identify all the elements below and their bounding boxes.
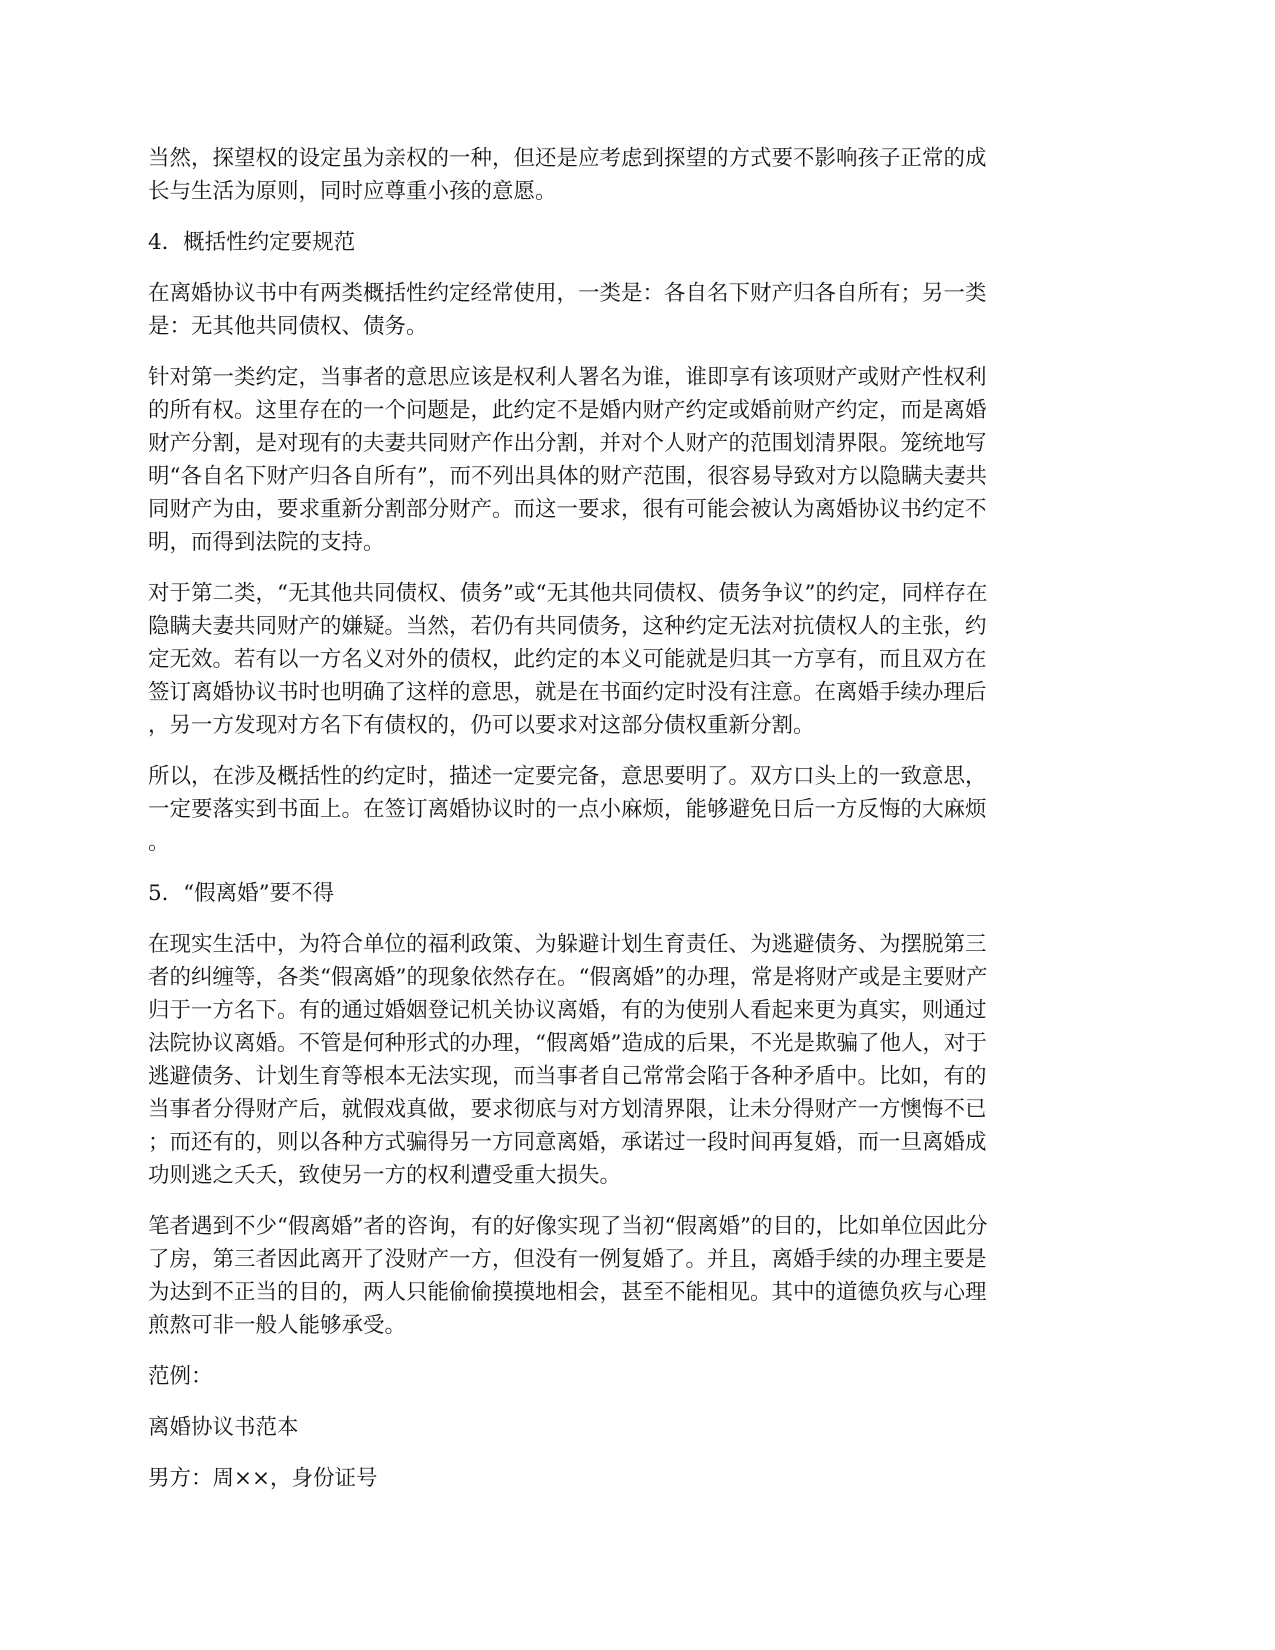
paragraph-conclusion: 所以，在涉及概括性的约定时，描述一定要完备，意思要明了。双方口头上的一致意思， 一定要落实到书面上。在签订离婚协议时的一点小麻烦，能够避免日后一方反悔的大麻烦 。 bbox=[148, 764, 987, 855]
document-page bbox=[148, 142, 1084, 1513]
paragraph-male-party: 男方：周××，身份证号 bbox=[148, 1466, 378, 1491]
paragraph-template-title: 离婚协议书范本 bbox=[148, 1415, 299, 1440]
paragraph-fake-divorce: 在现实生活中，为符合单位的福利政策、为躲避计划生育责任、为逃避债务、为摆脱第三 者的纠缠等，各类“假离婚”的现象依然存在。“假离婚”的办理，常是将财产或是主要财产 归于一方名下。有的通过婚姻登记机关协议离婚，有的为使别人看起来更为真实，则通过 法院协议离婚。不管是何种形式的办理，“假离婚”造成的后果，不光是欺骗了他人，对于 逃避债务、计划生育等根本无法实现，而当事者自己常常会陷于各种矛盾中。比如，有的 当事者分得财产后，就假戏真做，要求彻底与对方划清界限，让未分得财产一方懊悔不已 ；而还有的，则以各种方式骗得另一方同意离婚，承诺过一段时间再复婚，而一旦离婚成 功则逃之夭夭，致使另一方的权利遭受重大损失。 bbox=[148, 932, 988, 1188]
paragraph-visitation-principle: 当然，探望权的设定虽为亲权的一种，但还是应考虑到探望的方式要不影响孩子正常的成 长与生活为原则，同时应尊重小孩的意愿。 bbox=[148, 146, 987, 204]
section-heading-5: 5．“假离婚”要不得 bbox=[148, 881, 335, 906]
paragraph-example-label: 范例： bbox=[148, 1364, 213, 1389]
paragraph-second-clause: 对于第二类，“无其他共同债权、债务”或“无其他共同债权、债务争议”的约定，同样存在 隐瞒夫妻共同财产的嫌疑。当然，若仍有共同债务，这种约定无法对抗债权人的主张，约 定无效。若有以一方名义对外的债权，此约定的本义可能就是归其一方享有，而且双方在 签订离婚协议书时也明确了这样的意思，就是在书面约定时没有注意。在离婚手续办理后 ，另一方发现对方名下有债权的，仍可以要求对这部分债权重新分割。 bbox=[148, 581, 988, 738]
section-heading-4: 4．概括性约定要规范 bbox=[148, 230, 356, 255]
paragraph-first-clause: 针对第一类约定，当事者的意思应该是权利人署名为谁，谁即享有该项财产或财产性权利 的所有权。这里存在的一个问题是，此约定不是婚内财产约定或婚前财产约定，而是离婚 财产分割，是对现有的夫妻共同财产作出分割，并对个人财产的范围划清界限。笼统地写 明“各自名下财产归各自所有”，而不列出具体的财产范围，很容易导致对方以隐瞒夫妻共 同财产为由，要求重新分割部分财产。而这一要求，很有可能会被认为离婚协议书约定不 明，而得到法院的支持。 bbox=[148, 365, 987, 555]
paragraph-two-general-clauses: 在离婚协议书中有两类概括性约定经常使用，一类是：各自名下财产归各自所有；另一类 是：无其他共同债权、债务。 bbox=[148, 281, 987, 339]
paragraph-author-experience: 笔者遇到不少“假离婚”者的咨询，有的好像实现了当初“假离婚”的目的，比如单位因此分 了房，第三者因此离开了没财产一方，但没有一例复婚了。并且，离婚手续的办理主要是 为达到不正当的目的，两人只能偷偷摸摸地相会，甚至不能相见。其中的道德负疚与心理 煎熬可非一般人能够承受。 bbox=[148, 1214, 988, 1338]
